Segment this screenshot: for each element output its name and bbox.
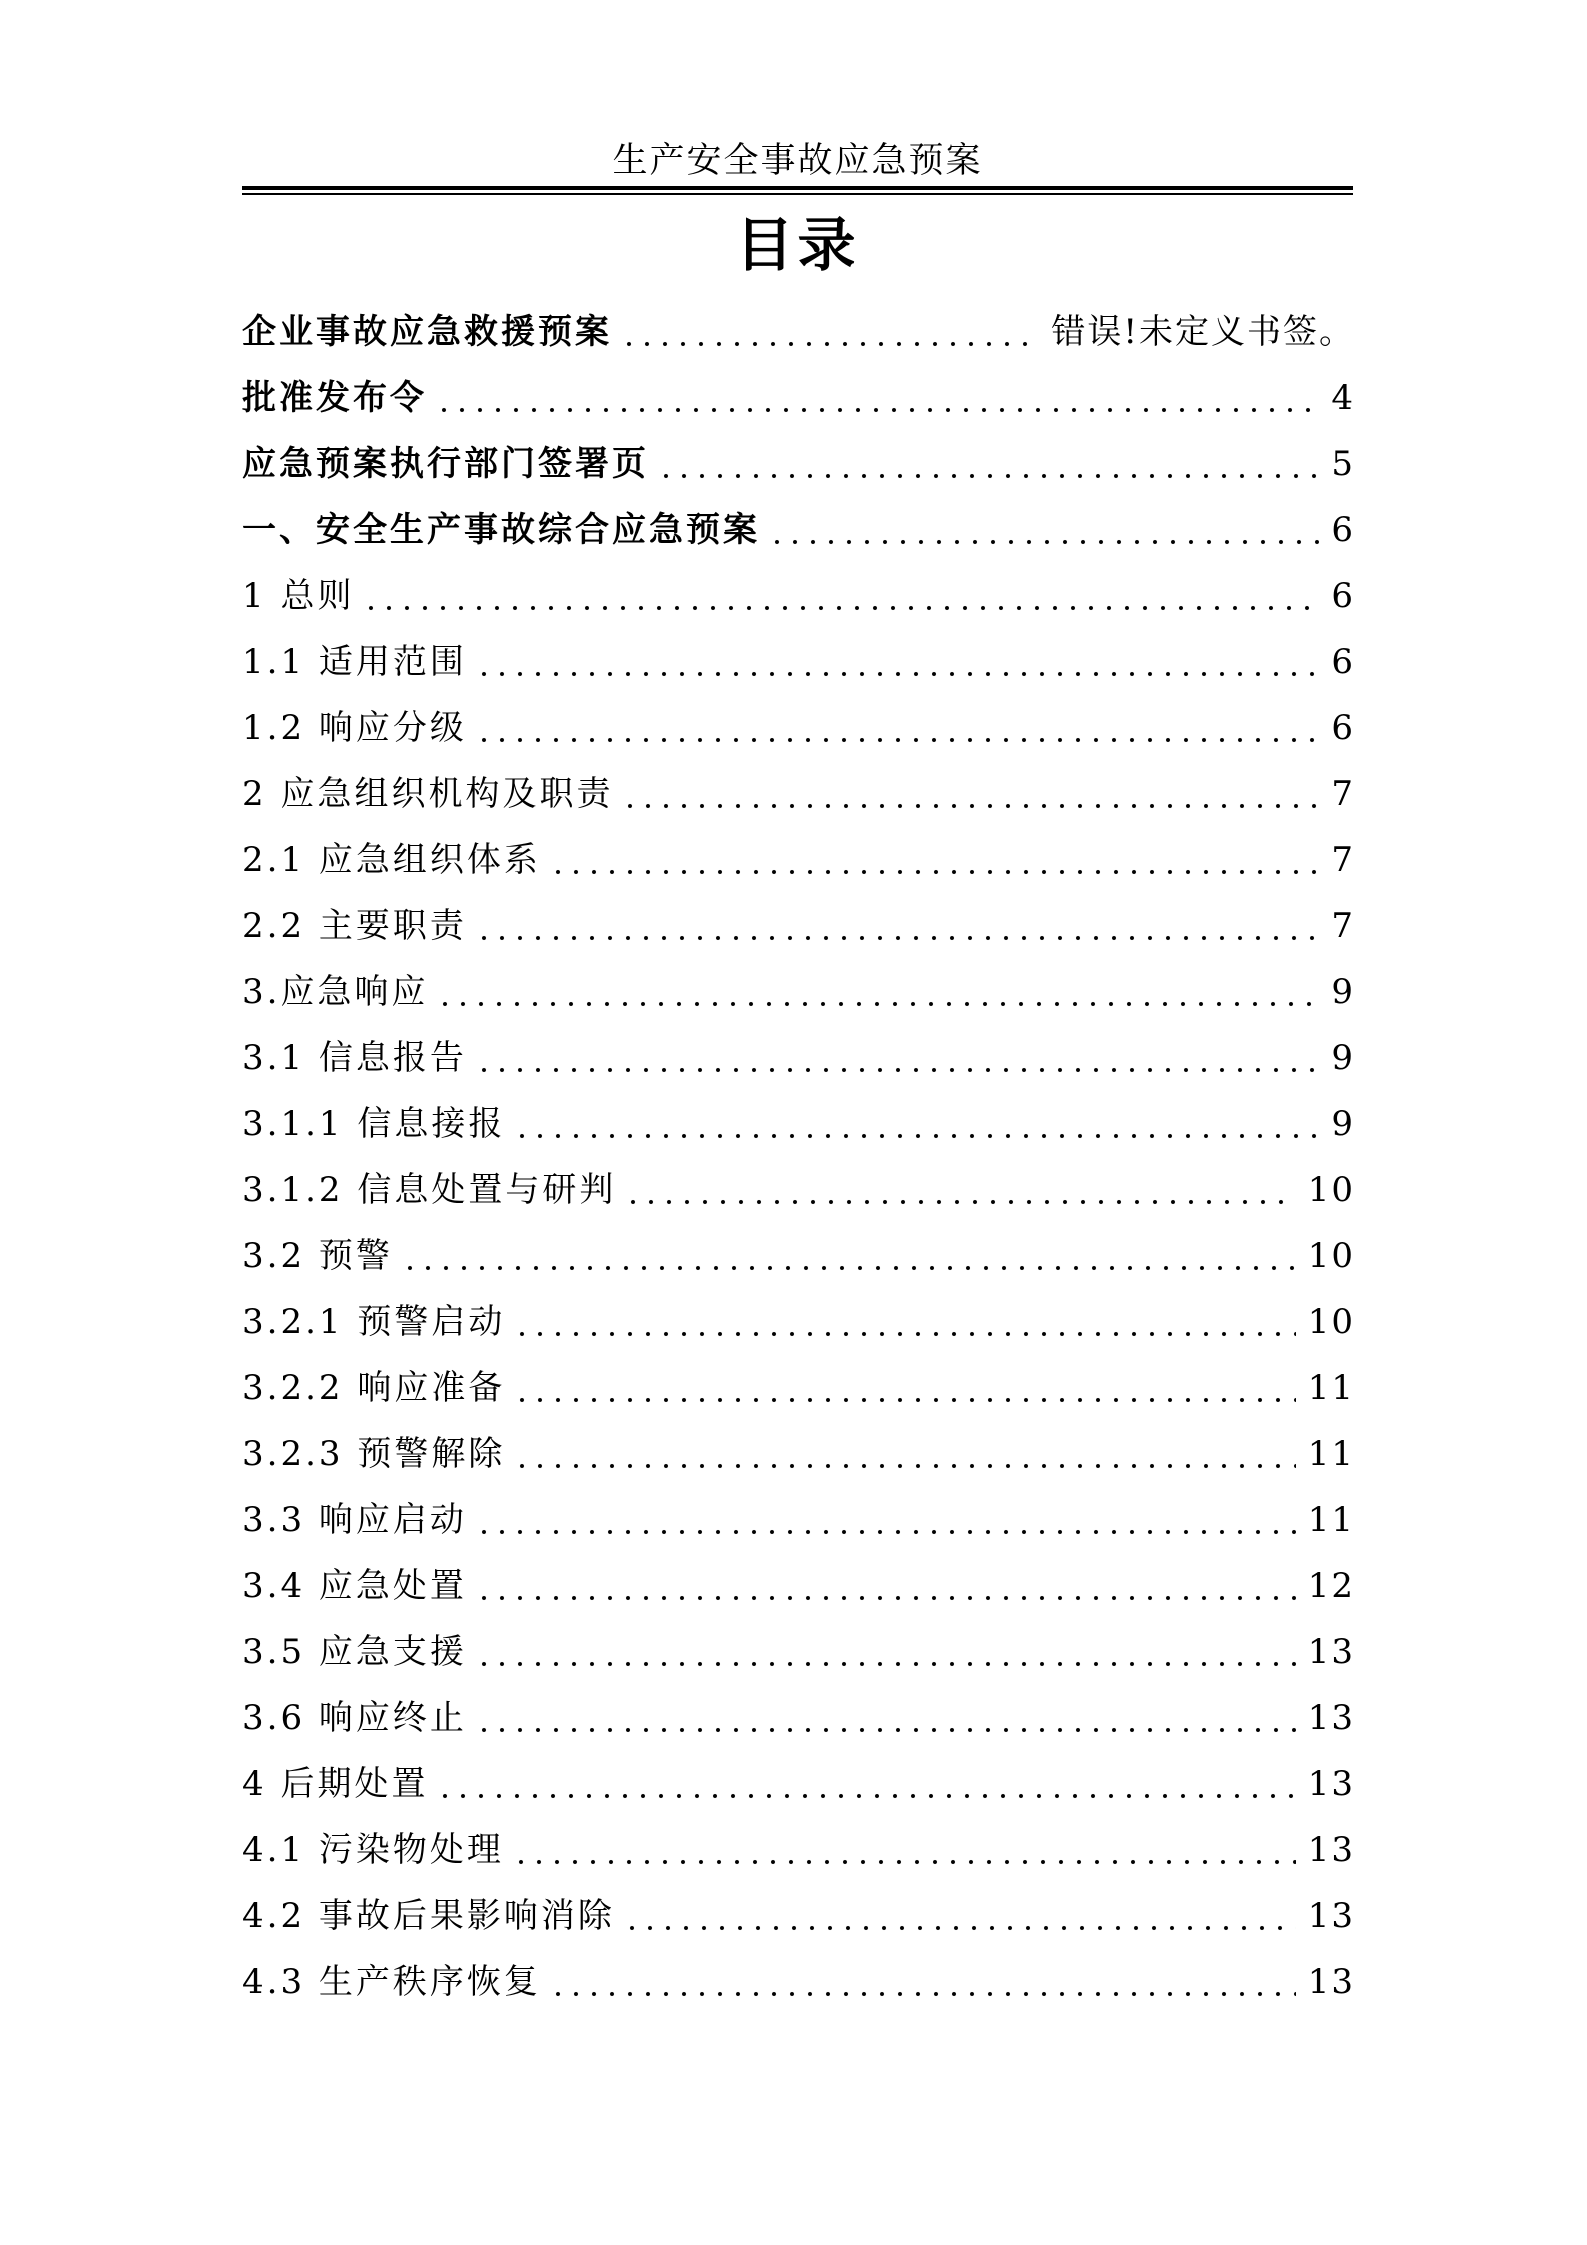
toc-entry: [242, 299, 1353, 365]
toc-entry-page: 12: [1307, 1566, 1355, 1606]
toc-dot-leader: [475, 1619, 1296, 1685]
toc-entry-title: 3.6 响应终止: [242, 1698, 467, 1738]
toc-entry: [242, 1025, 1353, 1091]
toc-entry: [242, 563, 1353, 629]
toc-entry-page: 4: [1331, 378, 1355, 418]
toc-dot-leader: [475, 1025, 1319, 1091]
toc-entry-page: 7: [1331, 906, 1355, 946]
toc-entry-page: 5: [1331, 444, 1355, 484]
header-double-rule: [242, 186, 1353, 195]
toc-entry: [242, 1289, 1353, 1355]
toc-entry-page: 13: [1307, 1830, 1355, 1870]
toc-dot-leader: [401, 1223, 1296, 1289]
toc-entry-page: 7: [1331, 774, 1355, 814]
toc-entry-title: 3.2.2 响应准备: [242, 1368, 506, 1408]
toc-dot-leader: [436, 959, 1319, 1025]
toc-entry: [242, 1685, 1353, 1751]
toc-entry: [242, 629, 1353, 695]
toc-entry-title: 应急预案执行部门签署页: [242, 444, 649, 484]
toc-entry: [242, 1355, 1353, 1421]
toc-dot-leader: [623, 1883, 1296, 1949]
toc-entry: [242, 1883, 1353, 1949]
toc-dot-leader: [362, 563, 1319, 629]
toc-entry-title: 4.3 生产秩序恢复: [242, 1962, 541, 2002]
toc-entry: [242, 1817, 1353, 1883]
toc-entry: [242, 1157, 1353, 1223]
toc-entry-title: 1.2 响应分级: [242, 708, 467, 748]
toc-entry-title: 1.1 适用范围: [242, 642, 467, 682]
toc-dot-leader: [621, 761, 1319, 827]
page-header-title: 生产安全事故应急预案: [612, 141, 983, 181]
toc-entry-title: 3.2 预警: [242, 1236, 393, 1276]
toc-entry: [242, 1949, 1353, 2015]
toc-entry-page: 错误!未定义书签。: [1051, 312, 1355, 352]
toc-dot-leader: [513, 1355, 1295, 1421]
toc-entry-title: 一、安全生产事故综合应急预案: [242, 510, 760, 550]
toc-entry: [242, 1421, 1353, 1487]
toc-entry-page: 10: [1307, 1302, 1355, 1342]
toc-entry: [242, 1751, 1353, 1817]
toc-entry-title: 企业事故应急救援预案: [242, 312, 612, 352]
toc-entry-title: 3.3 响应启动: [242, 1500, 467, 1540]
table-of-contents: [242, 299, 1353, 2015]
toc-entry-title: 2.2 主要职责: [242, 906, 467, 946]
toc-entry: [242, 1619, 1353, 1685]
toc-entry-page: 9: [1331, 1104, 1355, 1144]
toc-entry-title: 3.1.1 信息接报: [242, 1104, 506, 1144]
toc-entry-title: 3.应急响应: [242, 972, 429, 1012]
toc-entry: [242, 695, 1353, 761]
toc-entry-page: 9: [1331, 972, 1355, 1012]
toc-entry-title: 3.4 应急处置: [242, 1566, 467, 1606]
toc-dot-leader: [768, 497, 1319, 563]
toc-entry-title: 4.1 污染物处理: [242, 1830, 504, 1870]
toc-entry-title: 1 总则: [242, 576, 355, 616]
toc-entry: [242, 1553, 1353, 1619]
toc-entry-page: 7: [1331, 840, 1355, 880]
toc-dot-leader: [475, 1487, 1296, 1553]
toc-entry-page: 10: [1307, 1170, 1355, 1210]
toc-entry-page: 10: [1307, 1236, 1355, 1276]
toc-entry-title: 3.2.3 预警解除: [242, 1434, 506, 1474]
toc-entry: [242, 497, 1353, 563]
toc-dot-leader: [475, 1685, 1296, 1751]
toc-title: 目录: [735, 211, 860, 279]
toc-entry-title: 4.2 事故后果影响消除: [242, 1896, 615, 1936]
toc-entry: [242, 959, 1353, 1025]
toc-dot-leader: [475, 695, 1319, 761]
toc-dot-leader: [512, 1817, 1296, 1883]
toc-dot-leader: [513, 1091, 1319, 1157]
toc-dot-leader: [549, 1949, 1296, 2015]
toc-entry-page: 9: [1331, 1038, 1355, 1078]
toc-entry-title: 批准发布令: [242, 378, 427, 418]
toc-entry: [242, 827, 1353, 893]
toc-entry: [242, 761, 1353, 827]
toc-dot-leader: [513, 1289, 1295, 1355]
toc-dot-leader: [624, 1157, 1295, 1223]
toc-dot-leader: [620, 299, 1039, 365]
toc-entry-page: 11: [1307, 1434, 1355, 1474]
toc-dot-leader: [475, 893, 1319, 959]
toc-entry-title: 4 后期处置: [242, 1764, 429, 1804]
toc-entry-title: 3.5 应急支援: [242, 1632, 467, 1672]
toc-dot-leader: [657, 431, 1319, 497]
toc-entry-title: 2.1 应急组织体系: [242, 840, 541, 880]
toc-dot-leader: [513, 1421, 1295, 1487]
toc-entry-page: 13: [1307, 1698, 1355, 1738]
toc-entry-title: 3.1.2 信息处置与研判: [242, 1170, 617, 1210]
toc-entry: [242, 1487, 1353, 1553]
toc-entry-page: 11: [1307, 1500, 1355, 1540]
toc-entry-page: 6: [1331, 708, 1355, 748]
toc-entry-page: 13: [1307, 1764, 1355, 1804]
toc-dot-leader: [475, 1553, 1296, 1619]
toc-dot-leader: [549, 827, 1319, 893]
toc-entry-title: 3.1 信息报告: [242, 1038, 467, 1078]
toc-entry-page: 6: [1331, 642, 1355, 682]
toc-entry-title: 2 应急组织机构及职责: [242, 774, 614, 814]
toc-entry-page: 6: [1331, 576, 1355, 616]
toc-dot-leader: [436, 1751, 1295, 1817]
toc-entry-page: 13: [1307, 1962, 1355, 2002]
toc-dot-leader: [475, 629, 1319, 695]
toc-entry-page: 6: [1331, 510, 1355, 550]
toc-entry: [242, 365, 1353, 431]
toc-entry-page: 11: [1307, 1368, 1355, 1408]
toc-entry: [242, 893, 1353, 959]
toc-entry-title: 3.2.1 预警启动: [242, 1302, 506, 1342]
toc-dot-leader: [435, 365, 1319, 431]
toc-entry-page: 13: [1307, 1632, 1355, 1672]
toc-entry: [242, 431, 1353, 497]
toc-entry-page: 13: [1307, 1896, 1355, 1936]
toc-entry: [242, 1091, 1353, 1157]
toc-entry: [242, 1223, 1353, 1289]
